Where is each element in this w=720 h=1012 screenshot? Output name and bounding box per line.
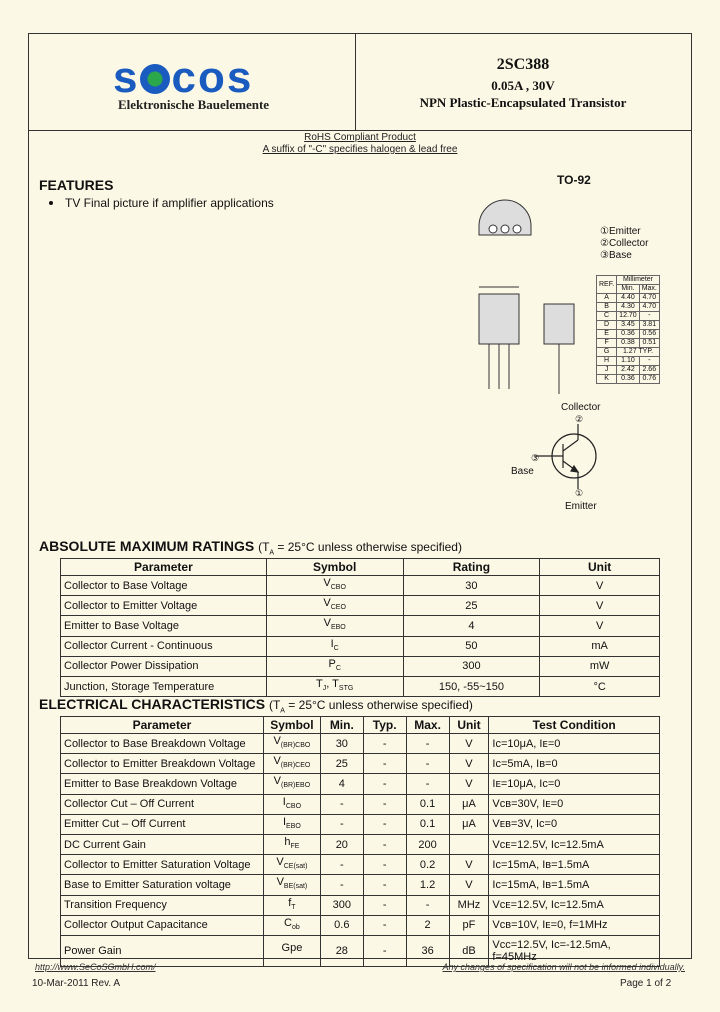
company-name: Elektronische Bauelemente [118,97,270,112]
table-row: Collector to Emitter Breakdown Voltage $V_{(BR)CEO}$ 25 - - V Iᴄ=5mA, Iʙ=0 [61,754,660,774]
side-view-body [544,304,574,344]
absolute-max-ratings-table: Parameter Symbol Rating Unit Collector to Base Voltage $V_{CBO}$ 30 V Collector to Emitter Voltage $V_{CEO}$ 25 V Emitter to Base Voltage $V_{EBO}$ 4 V Collector Current - Continuous $I_C$ 50 mA Collector Power Dissipation $P_C$ 300 mW Junction, Storage Temperature $T_J$, $T_{STG}$ 150, -55~150 °C [60,558,660,697]
emitter-label: Emitter [565,501,597,512]
dim-row: E 0.36 0.56 [597,330,660,339]
front-view-body [479,294,519,344]
table-row: Collector Cut – Off Current $I_{CBO}$ - - 0.1 μA Vᴄʙ=30V, Iᴇ=0 [61,794,660,814]
ec-title: ELECTRICAL CHARACTERISTICS ($T_A = 25^\circ C$ unless otherwise specified) [39,696,473,715]
part-number: 2SC388 [496,56,550,73]
table-row: Emitter Cut – Off Current $I_{EBO}$ - - 0.1 μA Vᴇʙ=3V, Iᴄ=0 [61,814,660,834]
features-title: FEATURES [39,177,114,193]
dim-row: H 1.10 - [597,357,660,366]
table-row: Collector to Emitter Saturation Voltage $V_{CE(sat)}$ - - 0.2 V Iᴄ=15mA, Iʙ=1.5mA [61,855,660,875]
table-row: Transition Frequency $f_T$ 300 - - MHz Vᴄᴇ=12.5V, Iᴄ=12.5mA [61,895,660,915]
header [29,34,691,131]
change-notice: Any changes of specification will not be informed individually. [442,962,685,972]
feature-item: TV Final picture if amplifier applications [49,196,274,210]
dim-row: A 4.40 4.70 [597,294,660,303]
collector-label: Collector [561,402,601,413]
table-row: Base to Emitter Saturation voltage $V_{BE(sat)}$ - - 1.2 V Iᴄ=15mA, Iʙ=1.5mA [61,875,660,895]
pin-hole [489,225,497,233]
table-row: Junction, Storage Temperature $T_J$, $T_{STG}$ 150, -55~150 °C [61,676,660,696]
amr-title: ABSOLUTE MAXIMUM RATINGS ($T_A = 25^\circ C$ unless otherwise specified) [39,538,462,557]
table-row: Collector to Base Breakdown Voltage $V_{(BR)CBO}$ 30 - - V Iᴄ=10μA, Iᴇ=0 [61,734,660,754]
base-pin-number: ③ [531,453,540,463]
package-name: TO-92 [557,173,591,187]
part-rating: 0.05A , 30V [491,78,555,93]
page-number: Page 1 of 2 [620,978,672,989]
dim-row: D 3.45 3.81 [597,321,660,330]
dim-row: K 0.36 0.76 [597,375,660,384]
bullet-icon [49,201,53,205]
page-frame [28,33,692,972]
emitter-pin-number: ① [575,488,584,498]
npn-transistor-symbol-icon [534,424,604,489]
dimension-table: REF. Millimeter Min. Max. A 4.40 4.70 B 4.30 4.70 C 12.70 - D 3.45 3.81 E 0.36 0.56 F 0.38 0.51 G 1.27 TYP. H 1.10 - J 2.42 2.66 K 0.36 0.76 [596,275,660,384]
table-row: Collector Current - Continuous $I_C$ 50 mA [61,636,660,656]
rohs-notice: RoHS Compliant Product A suffix of "-C" specifies halogen & lead free [262,132,458,155]
collector-pin-number: ② [575,414,584,424]
revision-date: 10-Mar-2011 Rev. A [32,978,121,989]
table-row: Collector Output Capacitance $C_{ob}$ 0.6 - 2 pF Vᴄʙ=10V, Iᴇ=0, f=1MHz [61,915,660,935]
table-row: Collector to Base Voltage $V_{CBO}$ 30 V [61,576,660,596]
table-row: Collector to Emitter Voltage $V_{CEO}$ 25 V [61,596,660,616]
table-row: Power Gain Gpe 28 - 36 dB Vᴄᴄ=12.5V, Iᴄ=-12.5mA, f=45MHz [61,935,660,966]
pin-legend: ①Emitter ②Collector ③Base [600,226,649,261]
dim-row: G 1.27 TYP. [597,348,660,357]
table-row: Emitter to Base Voltage $V_{EBO}$ 4 V [61,616,660,636]
website-link[interactable]: http://www.SeCoSGmbH.com/ [35,962,156,972]
electrical-characteristics-table: Parameter Symbol Min. Typ. Max. Unit Test Condition Collector to Base Breakdown Voltage $V_{(BR)CBO}$ 30 - - V Iᴄ=10μA, Iᴇ=0 Collector to Emitter Breakdown Voltage $V_{(BR)CEO}$ 25 - - V Iᴄ=5mA, Iʙ=0 Emitter to Base Breakdown Voltage $V_{(BR)EBO}$ 4 - - V Iᴇ=10μA, Iᴄ=0 Collector Cut – Off Current $I_{CBO}$ - - 0.1 μA Vᴄʙ=30V, Iᴇ=0 Emitter Cut – Off Current $I_{EBO}$ - - 0.1 μA Vᴇʙ=3V, Iᴄ=0 DC Current Gain $h_{FE}$ 20 - 200 Vᴄᴇ=12.5V, Iᴄ=12.5mA Collector to Emitter Saturation Voltage $V_{CE(sat)}$ - - 0.2 V Iᴄ=15mA, Iʙ=1.5mA Base to Emitter Saturation voltage $V_{BE(sat)}$ - - 1.2 V Iᴄ=15mA, Iʙ=1.5mA Transition Frequency $f_T$ 300 - - MHz Vᴄᴇ=12.5V, Iᴄ=12.5mA Collector Output Capacitance $C_{ob}$ 0.6 - 2 pF Vᴄʙ=10V, Iᴇ=0, f=1MHz Power Gain Gpe 28 - 36 dB Vᴄᴄ=12.5V, Iᴄ=-12.5mA, f=45MHz [60,716,660,967]
company-logo: s cos [113,53,254,102]
dim-row: F 0.38 0.51 [597,339,660,348]
dim-row: C 12.70 - [597,312,660,321]
table-row: DC Current Gain $h_{FE}$ 20 - 200 Vᴄᴇ=12.5V, Iᴄ=12.5mA [61,834,660,854]
logo-e-icon [140,64,170,94]
dim-row: B 4.30 4.70 [597,303,660,312]
table-row: Emitter to Base Breakdown Voltage $V_{(BR)EBO}$ 4 - - V Iᴇ=10μA, Iᴄ=0 [61,774,660,794]
base-label: Base [511,466,534,477]
table-row: Collector Power Dissipation $P_C$ 300 mW [61,656,660,676]
pin-hole [501,225,509,233]
pin-hole [513,225,521,233]
package-outline-drawing [449,199,599,399]
part-description: NPN Plastic-Encapsulated Transistor [419,95,627,110]
dim-row: J 2.42 2.66 [597,366,660,375]
